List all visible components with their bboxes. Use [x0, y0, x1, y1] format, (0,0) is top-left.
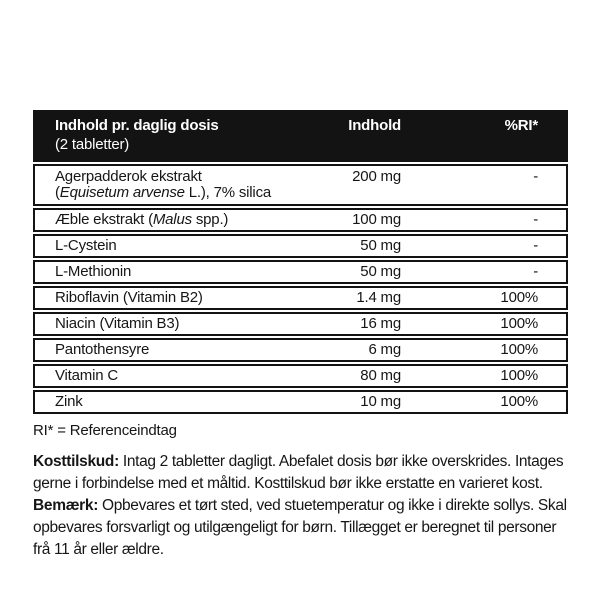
ingredient-ri: 100%	[500, 315, 538, 332]
latin-name: Malus	[152, 211, 192, 228]
ingredient-name: Riboflavin (Vitamin B2)	[55, 289, 203, 306]
ingredient-name: Pantothensyre	[55, 341, 150, 358]
directions-label-bemaerk: Bemærk:	[33, 497, 99, 514]
table-row-agerpadderok	[33, 164, 568, 206]
header-ri-column: %RI*	[504, 117, 538, 134]
ingredient-amount: 16 mg	[360, 315, 401, 332]
header-title: Indhold pr. daglig dosis	[55, 117, 219, 134]
ingredient-ri: 100%	[500, 289, 538, 306]
table-header-row	[33, 110, 568, 162]
table-row-zink	[33, 390, 568, 414]
table-row-aeble-ekstrakt	[33, 208, 568, 232]
ingredient-ri: 100%	[500, 341, 538, 358]
latin-name: Equisetum arvense	[59, 184, 185, 201]
ingredient-name: Æble ekstrakt (Malus spp.)	[55, 211, 229, 228]
ri-footnote: RI* = Referenceindtag	[33, 422, 177, 439]
table-row-niacin	[33, 312, 568, 336]
table-row-l-methionin	[33, 260, 568, 284]
ingredient-name: Zink	[55, 393, 83, 410]
ingredient-ri: -	[533, 168, 538, 185]
nutrition-facts-table	[33, 110, 568, 414]
ingredient-name-line1: Agerpadderok ekstrakt	[55, 168, 202, 185]
directions-dosage-text: Intag 2 tabletter dagligt. Abefalet dosis bør ikke overskrides. Intages gerne i forbindelse med et måltid. Kosttilskud bør ikke erstatte en varieret kost.	[33, 453, 564, 492]
ingredient-amount: 50 mg	[360, 263, 401, 280]
table-row-riboflavin	[33, 286, 568, 310]
directions-storage-text: Opbevares et tørt sted, ved stuetemperatur og ikke i direkte sollys. Skal opbevares forsvarligt og utilgængeligt for børn. Tillægget er beregnet til personer frå 11 år eller ældre.	[33, 497, 567, 558]
label-content	[33, 110, 570, 561]
ingredient-ri: 100%	[500, 367, 538, 384]
header-subtitle: (2 tabletter)	[55, 136, 130, 153]
header-amount-column: Indhold	[348, 117, 401, 134]
ingredient-amount: 1.4 mg	[356, 289, 401, 306]
ingredient-amount: 10 mg	[360, 393, 401, 410]
table-row-l-cystein	[33, 234, 568, 258]
ingredient-name: L-Methionin	[55, 263, 132, 280]
ingredient-amount: 6 mg	[368, 341, 401, 358]
table-row-vitamin-c	[33, 364, 568, 388]
ingredient-name: L-Cystein	[55, 237, 117, 254]
table-row-pantothensyre	[33, 338, 568, 362]
ingredient-amount: 100 mg	[352, 211, 401, 228]
ingredient-name: Vitamin C	[55, 367, 118, 384]
directions-text	[33, 451, 573, 561]
directions-label-kosttilskud: Kosttilskud:	[33, 453, 119, 470]
ingredient-ri: 100%	[500, 393, 538, 410]
ingredient-name: Niacin (Vitamin B3)	[55, 315, 180, 332]
ingredient-amount: 50 mg	[360, 237, 401, 254]
ingredient-name	[35, 169, 289, 201]
ingredient-ri: -	[533, 237, 538, 254]
header-name-column	[35, 116, 289, 154]
ingredient-amount: 80 mg	[360, 367, 401, 384]
ingredient-ri: -	[533, 211, 538, 228]
ingredient-ri: -	[533, 263, 538, 280]
ingredient-name-line2: (Equisetum arvense L.), 7% silica	[55, 184, 272, 201]
ingredient-amount: 200 mg	[352, 168, 401, 185]
